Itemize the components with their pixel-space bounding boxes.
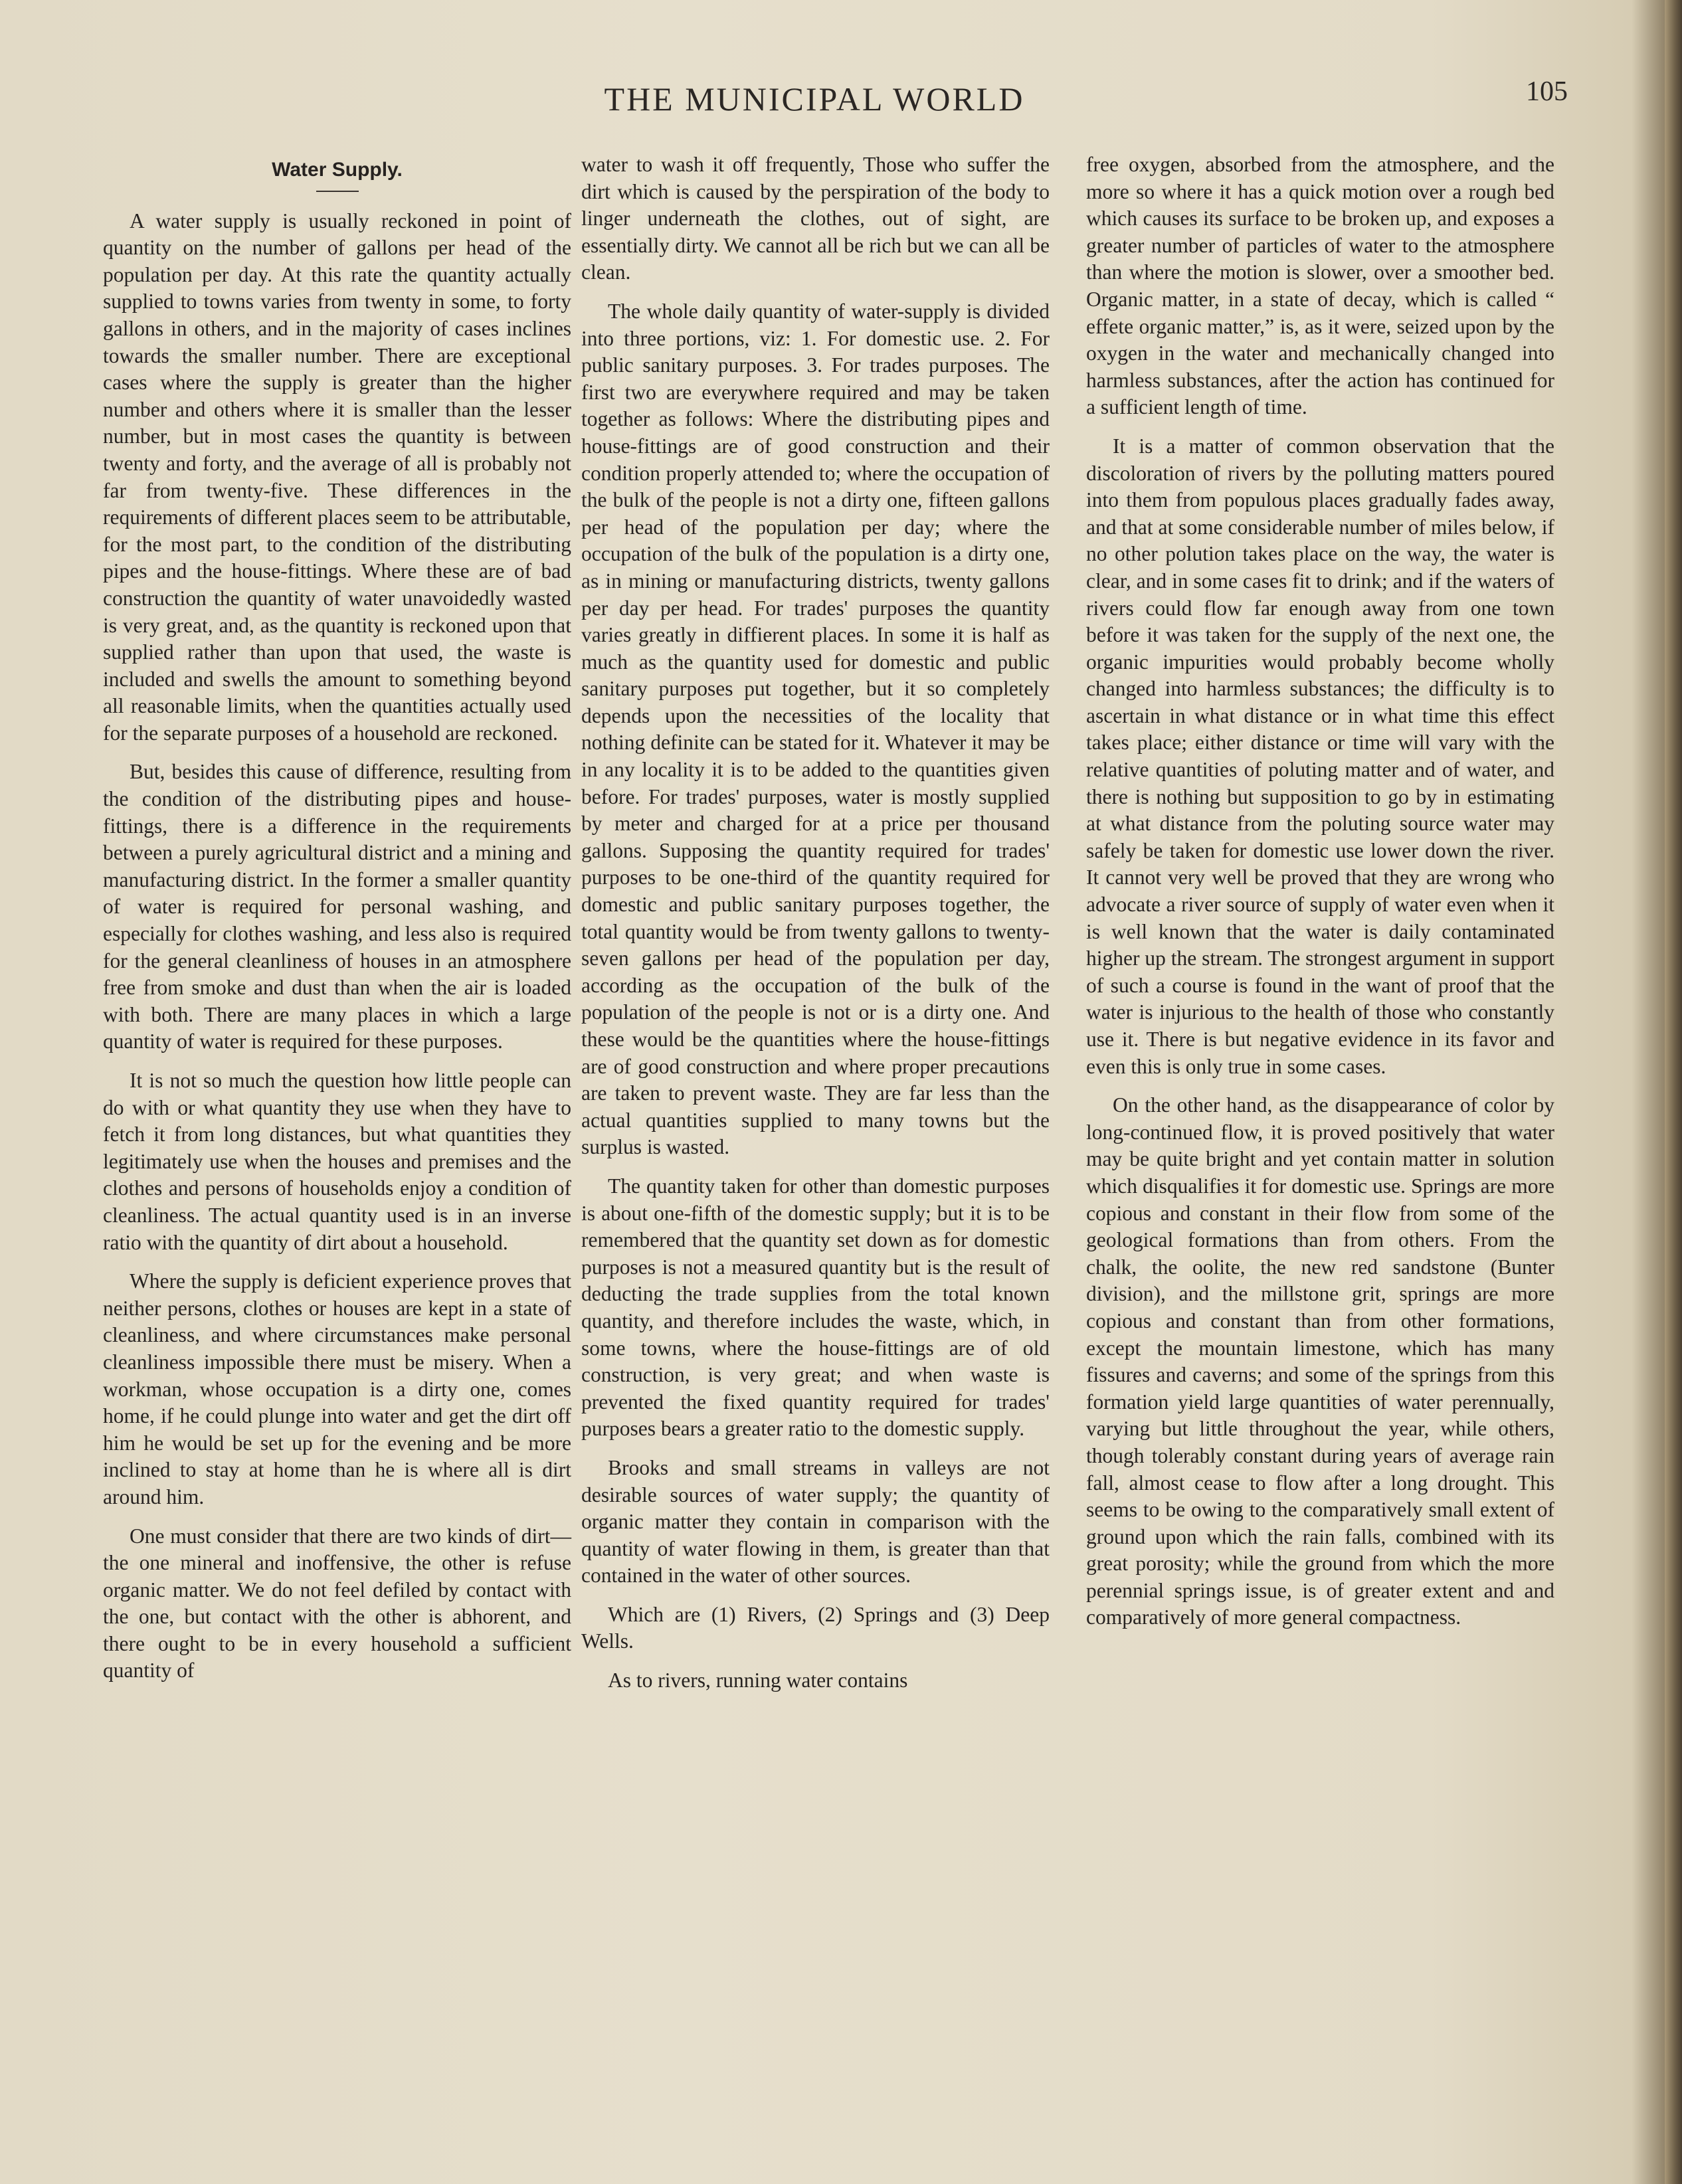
paragraph: On the other hand, as the disappearance of color by long-continued flow, it is proved positively that water may be quite bright and yet contain matter in solution which disqualifies it for domestic use. Springs are more copious and constant in their flow from some of the geological formations than from others. From the chalk, the oolite, the new red sandstone (Bunter division), and the millstone grit, springs are more copious and constant than from other formations, except the mountain limestone, which has many fissures and caverns; and some of the springs from this formation yield large quantities of water perennually, varying but little throughout the year, while others, though tolerably constant during years of average rain fall, almost cease to flow after a long drought. This seems to be owing to the comparatively small extent of ground upon which the rain falls, combined with its great porosity; while the ground from which the more perennial springs issue, is of greater extent and and comparatively of more general compactness. [1086, 1093, 1554, 1629]
paragraph: It is a matter of common observation that the discoloration of rivers by the polluting matters poured into them from populous places gradually fades away, and that at some considerable number of miles below, if no other polution takes place on the way, the water is clear, and in some cases fit to drink; and if the waters of rivers could flow far enough away from one town before it was taken for the supply of the next one, the organic impurities would probably become wholly changed into harmless substances; the difficulty is to ascertain in what distance or in what time this effect takes place; either distance or time will vary with the relative quantities of poluting matter and of water, and there is nothing but supposition to go by in estimating at what distance from the poluting source water may safely be taken for domestic use lower down the river. It cannot very well be proved that they are wrong who advocate a river source of supply of water even when it is well known that the water is daily contaminated higher up the stream. The strongest argument in support of such a course is found in the want of proof that the water is injurious to the health of those who constantly use it. There is but negative evidence in its favor and even this is only true in some cases. [1086, 434, 1554, 1078]
paragraph: A water supply is usually reckoned in point of quantity on the number of gallons per head of the population per day. At this rate the quantity actually supplied to towns varies from twenty in some, to forty gallons in others, and in the majority of cases inclines towards the smaller number. There are exceptional cases where the supply is greater than the higher number and others where it is smaller than the lesser number, but in most cases the quantity is between twenty and forty, and the average of all is probably not far from twenty-five. These differences in the requirements of different places seem to be attributable, for the most part, to the condition of the distributing pipes and the house-fittings. Where these are of bad construction the quantity of water unavoidedly wasted is very great, and, as the quantity is reckoned upon that supplied rather than upon that used, the waste is included and swells the amount to something beyond all reasonable limits, when the quantities actually used for the separate purposes of a household are reckoned. [103, 209, 571, 745]
paragraph: It is not so much the question how little people can do with or what quantity they use when they have to fetch it from long distances, but what quantities they legitimately use when the houses and premises and the clothes and persons of households enjoy a condition of cleanliness. The actual quantity used is in an inverse ratio with the quantity of dirt about a household. [103, 1069, 571, 1254]
page-header [0, 76, 1682, 133]
page-number: 105 [1526, 76, 1568, 107]
paragraph: The whole daily quantity of water-supply is divided into three portions, viz: 1. For domestic use. 2. For public sanitary purposes. 3. For trades purposes. The first two are everywhere required and may be taken together as follows: Where the distributing pipes and house-fittings are of good construction and their condition properly attended to; where the occupation of the bulk of the people is not a dirty one, fifteen gallons per head of the population per day; where the occupation of the bulk of the population is a dirty one, as in mining or manufacturing districts, twenty gallons per day per head. For trades' purposes the quantity varies greatly in diffierent places. In some it is half as much as the quantity used for domestic and public sanitary purposes put together, but it so completely depends upon the necessities of the locality that nothing definite can be stated for it. Whatever it may be in any locality it is to be added to the quantities given before. For trades' purposes, water is mostly supplied by meter and charged for at a price per thousand gallons. Supposing the quantity required for trades' purposes to be one-third of the quantity required for domestic and public sanitary purposes together, the total quantity would be from twenty gallons to twenty-seven gallons per head of the population per day, according as the occupation of the bulk of the population of the people is not or is a dirty one. And these would be the quantities where the house-fittings are of good construction and where proper precautions are taken to prevent waste. They are far less than the actual quantities supplied to many towns but the surplus is wasted. [581, 299, 1050, 1159]
paragraph: Where the supply is deficient experience proves that neither persons, clothes or houses are kept in a state of cleanliness, and where circumstances make personal cleanliness impossible there must be misery. When a workman, whose occupation is a dirty one, comes home, if he could plunge into water and get the dirt off him he would be set up for the evening and be more inclined to stay at home than he is where all is dirt around him. [103, 1269, 571, 1508]
paragraph: Which are (1) Rivers, (2) Springs and (3) Deep Wells. [581, 1602, 1050, 1653]
paragraph: But, besides this cause of difference, resulting from the condition of the distributing pipes and house-fittings, there is a difference in the requirements between a purely agricultural district and a mining and manufacturing district. In the former a smaller quantity of water is required for personal washing, and especially for clothes washing, and less also is required for the general cleanliness of houses in an atmosphere free from smoke and dust than when the air is loaded with both. There are many places in which a large quantity of water is required for these purposes. [103, 760, 571, 1053]
article-title: Water Supply. [272, 159, 403, 181]
column-1 [103, 151, 571, 1696]
book-spine-edge [1665, 0, 1682, 2184]
paragraph: free oxygen, absorbed from the atmosphere, and the more so where it has a quick motion over a rough bed which causes its surface to be broken up, and exposes a greater number of particles of water to the atmosphere than where the motion is slower, over a smoother bed. Organic matter, in a state of decay, which is called “ effete organic matter,” is, as it were, seized upon by the oxygen in the water and mechanically changed into harmless substances, after the action has continued for a sufficient length of time. [1086, 153, 1554, 419]
column-2 [581, 151, 1050, 1706]
paragraph: The quantity taken for other than domestic purposes is about one-fifth of the domestic supply; but it is to be remembered that the quantity set down as for domestic purposes is not a measured quantity but is the result of deducting the trade supplies from the total known quantity, and therefore includes the waste, which, in some towns, where the house-fittings are of old construction, is very great; and when waste is prevented the fixed quantity required for trades' purposes bears a greater ratio to the domestic supply. [581, 1174, 1050, 1441]
paragraph: water to wash it off frequently, Those who suffer the dirt which is caused by the perspiration of the body to linger underneath the clothes, out of sight, are essentially dirty. We cannot all be rich but we can all be clean. [581, 153, 1050, 284]
masthead: THE MUNICIPAL WORLD [604, 80, 1025, 118]
column-3 [1086, 151, 1554, 1643]
title-rule [316, 191, 359, 192]
paragraph: One must consider that there are two kinds of dirt—the one mineral and inoffensive, the other is refuse organic matter. We do not feel defiled by contact with the one, but contact with the other is abhorent, and there ought to be in every household a sufficient quantity of [103, 1524, 571, 1683]
paragraph: Brooks and small streams in valleys are not desirable sources of water supply; the quantity of organic matter they contain in comparison with the quantity of water flowing in them, is greater than that contained in the water of other sources. [581, 1455, 1050, 1588]
paragraph: As to rivers, running water contains [608, 1669, 908, 1692]
